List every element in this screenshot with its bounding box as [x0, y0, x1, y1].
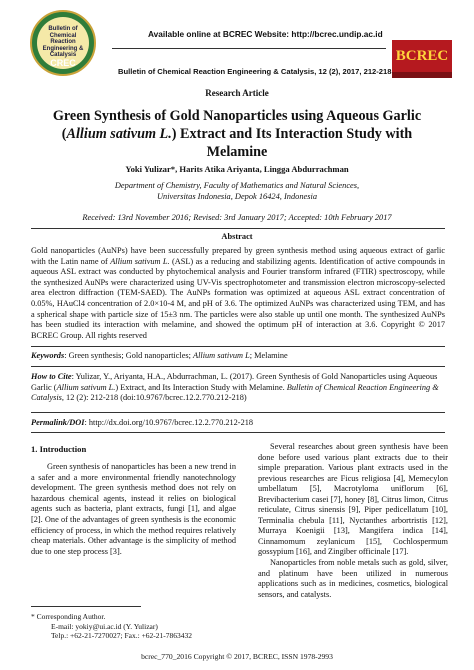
cite-rule [31, 412, 445, 413]
permalink-doi[interactable]: Permalink/DOI: http://dx.doi.org/10.9767/bcrec.12.2.770.212-218 [31, 418, 254, 427]
logo-abbr: CREC [50, 58, 76, 68]
doi-rule [31, 432, 445, 433]
footnote-rule [31, 606, 141, 607]
abstract-top-rule [31, 228, 445, 229]
abstract-heading: Abstract [221, 232, 253, 241]
header-divider [112, 48, 386, 49]
affiliation: Department of Chemistry, Faculty of Mathematics and Natural Sciences, Universitas Indonesia, Depok 16424, Indonesia [114, 181, 360, 201]
paper-title: Green Synthesis of Gold Nanoparticles using Aqueous Garlic (Allium sativum L.) Extract and Its Interaction Study with Melamine [52, 108, 422, 160]
how-to-cite: How to Cite: Yulizar, Y., Ariyanta, H.A., Abdurrachman, L. (2017). Green Synthesis of Gold Nanoparticles using Aqueous Garlic (Allium sativum L.) Extract, and Its Interaction Study with Melamine. Bulletin of Chemical Reaction Engineering & Catalysis, 12 (2): 212-218 (doi:10.9767/bcrec.12.2.770.212-218) [31, 372, 439, 403]
bcrec-logo-bar [392, 72, 452, 78]
available-online: Available online at BCREC Website: http://bcrec.undip.ac.id [148, 29, 383, 39]
intro-paragraph: Nanoparticles from noble metals such as gold, silver, and platinum have been utilized in numerous applications such as in medicines, cosmetics, biological sensors, and catalysts. [258, 558, 448, 599]
introduction-heading: 1. Introduction [31, 444, 87, 454]
logo-text: Bulletin of Chemical Reaction Engineering & Catalysis [42, 26, 84, 58]
page-footer: bcrec_770_2016 Copyright © 2017, BCREC, ISSN 1978-2993 [141, 652, 333, 661]
history-dates: Received: 13rd November 2016; Revised: 3rd January 2017; Accepted: 10th February 2017 [82, 213, 392, 222]
abstract-bottom-rule [31, 346, 445, 347]
authors: Yoki Yulizar*, Harits Atika Ariyanta, Lingga Abdurrachman [125, 164, 349, 174]
intro-right-text [258, 442, 448, 600]
keywords: Keywords: Green synthesis; Gold nanoparticles; Allium sativum L; Melamine [31, 351, 288, 360]
crec-logo [30, 10, 96, 76]
intro-paragraph: Several researches about green synthesis have been done before used various plant extracts due to their simple preparation. Various plant extracts used in the previous researches are Ficus religiosa [4], Memecylon umbellatum [5], Macrotyloma uniflorum [6], Brevibacterium casei [7], honey [8], Citrus limon, Citrus reticulate, Citrus sinensis [9], Piper pedicellatum [10], Terminalia chebula [11], Nyctanthes arbortristis [12], Murraya Koenigii [13], Mangifera indica [14], Cinnamomum zeylanicum [15], Cochlospermum gossypium [16], and Zingiber officinale [17]. [258, 442, 448, 557]
intro-left-text: Green synthesis of nanoparticles has been a new trend in a safer and a more environmental friendly nanotechnology development. The green synthesis method does not rely on hazardous chemical agents, instead it relies on biological agents such as bacteria, plant extracts, fungi [1], and algae [2]. One of the advantages of green synthesis is the economic efficiency of process, in which the method requires relatively cheap materials. Other advantage is the simplicity of method due to one step process [3]. [31, 462, 236, 556]
keywords-rule [31, 366, 445, 367]
section-label: Research Article [205, 88, 269, 98]
bcrec-logo: BCREC [392, 40, 452, 72]
journal-citation: Bulletin of Chemical Reaction Engineering & Catalysis, 12 (2), 2017, 212-218 [118, 67, 392, 76]
corresponding-author: * Corresponding Author. E-mail: yokiy@ui.ac.id (Y. Yulizar) Telp.: +62-21-7270027; Fax.: +62-21-7863432 [31, 612, 193, 641]
abstract-text: Gold nanoparticles (AuNPs) have been successfully prepared by green synthesis method using aqueous extract of garlic with the Latin name of Allium sativum L. (ASL) as a reducing and stabilizing agents. Identification of active compounds in aqueous ASL extract was conducted by phytochemical analysis and Fourier transform infrared (FTIR) spectroscopy, while the synthesized AuNPs were characterized using UV-Vis spectrophotometer and transmission electron microscopy-selected area electron diffraction (TEM-SAED). The AuNPs formation was optimized at aqueous ASL extract concentration of 0.05%, HAuCl4 concentration of 2.0×10-4 M, and pH of 3.6. The optimized AuNPs was characterized using TEM, and has a spherical shape with particle size of 15±3 nm. The particles were also stable up until one month. The synthesized AuNPs has been studied its interaction with melamine, and showed the optimum pH of interaction at 3.6. Copyright © 2017 BCREC Group. All rights reserved [31, 246, 445, 340]
